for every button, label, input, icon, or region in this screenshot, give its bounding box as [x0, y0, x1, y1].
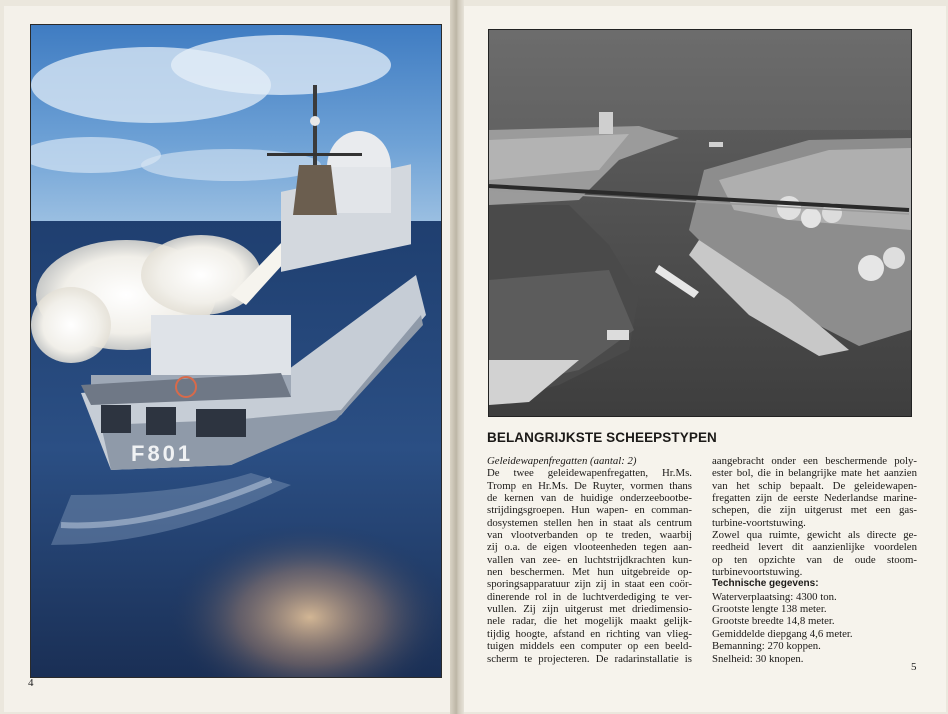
body-line: tuigen middels een computer op een beeld- [487, 640, 692, 653]
body-line: nen beschermen. Met hun uitgebreide op- [487, 566, 692, 579]
body-line: sporingsapparatuur zijn zij in staat een coör- [487, 578, 692, 591]
frigate-photo [30, 24, 442, 678]
body-line: dosystemen stellen hen in staat als centrum [487, 516, 692, 529]
spec-line: Grootste breedte 14,8 meter. [712, 615, 835, 628]
body-line: turbinevoortstuwing. [712, 566, 803, 579]
spec-line: Snelheid: 30 knopen. [712, 652, 804, 665]
body-line: scherm te projecteren. De radarinstallatie is [487, 652, 692, 665]
page-number-left: 4 [28, 677, 34, 689]
body-line: de kernen van de huidige onderzeebootbe- [487, 492, 692, 505]
body-line: aangebracht onder een beschermende poly- [712, 455, 917, 467]
body-line: zij o.a. de eigen vlooteenheden tegen aan- [487, 541, 692, 554]
body-line: op ten opzichte van de oude stoom- [712, 553, 917, 566]
spec-line: Waterverplaatsing: 4300 ton. [712, 590, 837, 603]
body-line: vallen van zee- en luchtstrijdkrachten kun- [487, 553, 692, 566]
text-column-right [712, 455, 917, 665]
body-line: Zowel qua ruimte, gewicht als directe ge- [712, 529, 917, 542]
book-gutter [450, 0, 464, 714]
body-line: fregatten zijn de eerste Nederlandse marine- [712, 492, 917, 505]
text-column-left [487, 455, 692, 665]
body-line: turbine-voortstuwing. [712, 516, 806, 529]
subheading: Geleidewapenfregatten (aantal: 2) [487, 455, 637, 467]
specs-heading: Technische gegevens: [712, 578, 819, 590]
body-line: van het schip bepaalt. De geleidewapen- [712, 479, 917, 492]
hull-number: F801 [131, 441, 194, 466]
section-heading: BELANGRIJKSTE SCHEEPSTYPEN [487, 430, 717, 445]
spec-line: Bemanning: 270 koppen. [712, 640, 821, 653]
body-line: De twee geleidewapenfregatten, Hr.Ms. [487, 467, 692, 480]
aerial-harbour-photo [488, 29, 912, 417]
body-line: tijdig hoogte, afstand en richting van vlieg- [487, 627, 692, 640]
body-line: van vlootverbanden op te treden, waarbij [487, 529, 692, 542]
body-line: Tromp en Hr.Ms. De Ruyter, vormen thans [487, 479, 692, 492]
body-line: reedheid levert dit aanzienlijke voordelen [712, 541, 917, 554]
body-line: vullen. Zij zijn uitgerust met driedimensio- [487, 603, 692, 616]
body-line: ester bol, die in belangrijke mate het aanzien [712, 467, 917, 480]
page-number-right: 5 [911, 661, 917, 673]
body-line: strijdingsgroepen. Hun wapen- en comman- [487, 504, 692, 517]
body-line: nele radar, die het mogelijk maakt gelijk- [487, 615, 692, 628]
body-line: dinerende rol in de luchtverdediging te ver- [487, 590, 692, 603]
spec-line: Gemiddelde diepgang 4,6 meter. [712, 627, 853, 640]
body-line: schepen, die zijn uitgerust met een gas- [712, 504, 917, 517]
spec-line: Grootste lengte 138 meter. [712, 603, 827, 616]
